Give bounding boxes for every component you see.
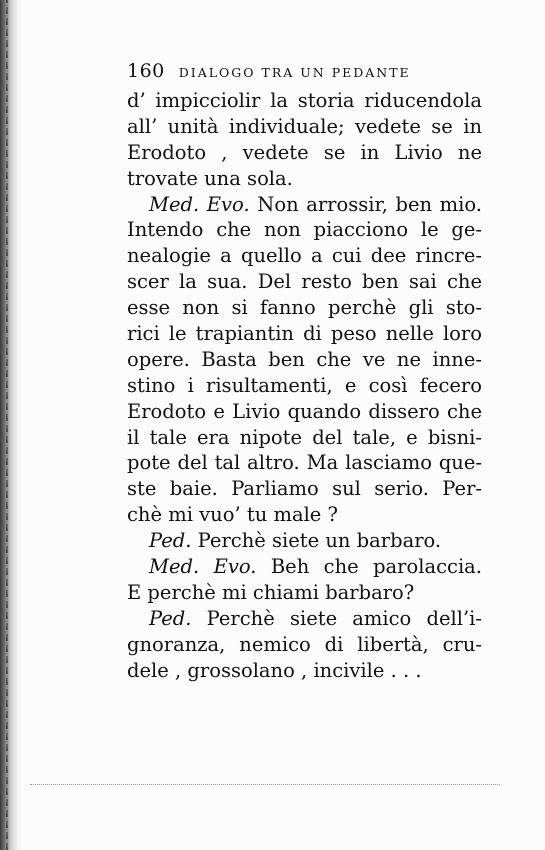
text-line (127, 658, 482, 684)
text-line (127, 321, 482, 347)
text-line (127, 373, 482, 399)
speaker-name: Ped. (149, 529, 192, 553)
line-text: gnoranza, nemico di libertà, cru- (127, 632, 482, 656)
text-line (127, 114, 482, 140)
text-line (127, 166, 482, 192)
speaker-name: Med. Evo. (149, 555, 257, 579)
line-text: Non arrossir, ben mio. (249, 192, 482, 216)
text-line (127, 192, 482, 218)
line-text: esse non si fanno perchè gli sto- (127, 296, 482, 320)
page-header (127, 60, 482, 88)
text-line (127, 269, 482, 295)
line-text: opere. Basta ben che ve ne inne- (127, 347, 482, 371)
text-line (127, 217, 482, 243)
binding-edge-texture (6, 0, 8, 850)
text-line (127, 554, 482, 580)
text-line (127, 606, 482, 632)
text-line (127, 140, 482, 166)
speaker-name: Med. Evo. (149, 192, 250, 216)
page-number: 160 (127, 60, 165, 82)
text-line (127, 528, 482, 554)
line-text: nealogie a quello a cui dee rincre- (127, 244, 482, 268)
text-line (127, 243, 482, 269)
text-line (127, 632, 482, 658)
text-line (127, 399, 482, 425)
line-text: Intendo che non piacciono le ge- (127, 218, 482, 242)
text-line (127, 88, 482, 114)
line-text: dele , grossolano , incivile . . . (127, 658, 422, 682)
line-text: Beh che parolaccia. (256, 555, 482, 579)
line-text: il tale era nipote del tale, e bisni- (127, 425, 482, 449)
line-text: chè mi vuo’ tu male ? (127, 503, 338, 527)
text-line (127, 425, 482, 451)
line-text: trovate una sola. (127, 166, 293, 190)
text-line (127, 580, 482, 606)
line-text: E perchè mi chiami barbaro? (127, 580, 415, 604)
line-text: Erodoto e Livio quando dissero che (127, 399, 482, 423)
page-binding-shadow (0, 0, 22, 850)
body-text (127, 88, 482, 683)
text-line (127, 502, 482, 528)
line-text: pote del tal altro. Ma lasciamo que- (127, 451, 482, 475)
text-line (127, 476, 482, 502)
text-line (127, 450, 482, 476)
text-line (127, 295, 482, 321)
line-text: Perchè siete amico dell’i- (191, 606, 482, 630)
line-text: all’ unità individuale; vedete se in (127, 114, 482, 138)
text-line (127, 347, 482, 373)
line-text: Erodoto , vedete se in Livio ne (127, 140, 482, 164)
text-block (127, 60, 482, 683)
line-text: scer la sua. Del resto ben sai che (127, 270, 482, 294)
speaker-name: Ped. (149, 606, 192, 630)
line-text: rici le trapiantin di peso nelle loro (127, 322, 482, 346)
line-text: stino i risultamenti, e così fecero (127, 373, 482, 397)
line-text: d’ impicciolir la storia riducendola (127, 89, 482, 112)
running-head: DIALOGO TRA UN PEDANTE (178, 65, 411, 80)
bottom-edge-rule (30, 784, 500, 785)
line-text: ste baie. Parliamo sul serio. Per- (127, 477, 482, 501)
line-text: Perchè siete un barbaro. (191, 529, 442, 553)
